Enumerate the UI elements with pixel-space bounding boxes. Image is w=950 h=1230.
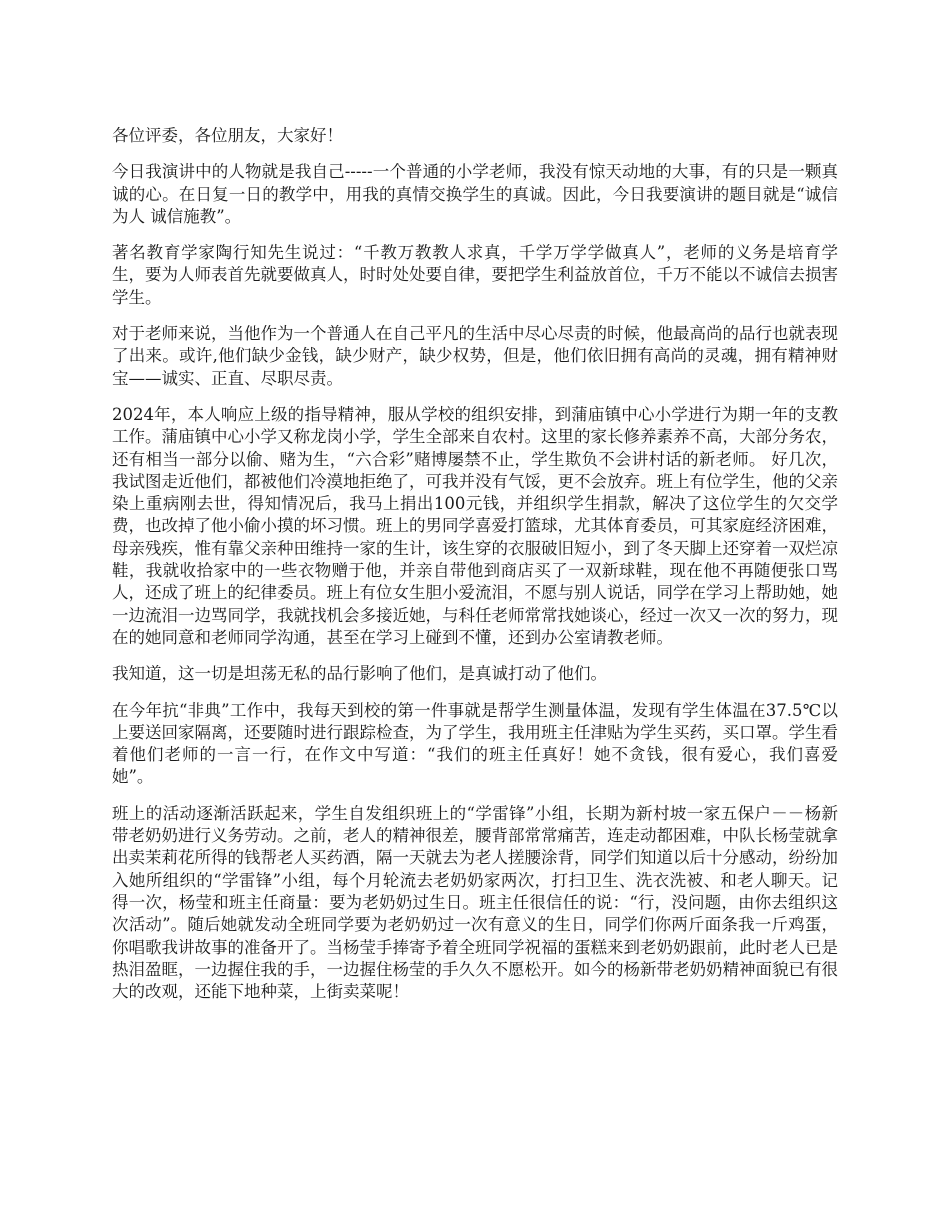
paragraph-teacher-character: 对于老师来说，当他作为一个普通人在自己平凡的生活中尽心尽责的时候，他最高尚的品行也就表现了出来。或许,他们缺少金钱，缺少财产，缺少权势，但是，他们依旧拥有高尚的灵魂，拥有精神财宝——诚实、正直、尽职尽责。 [112, 324, 838, 388]
paragraph-sars-work: 在今年抗“非典”工作中，我每天到校的第一件事就是帮学生测量体温，发现有学生体温在37.5℃以上要送回家隔离，还要随时进行跟踪检查，为了学生，我用班主任津贴为学生买药，买口罩。学生看着他们老师的一言一行，在作文中写道：“我们的班主任真好！她不贪钱，很有爱心，我们喜爱她”。 [112, 700, 838, 787]
paragraph-quote: 著名教育学家陶行知先生说过：“千教万教教人求真，千学万学学做真人”，老师的义务是培育学生，要为人师表首先就要做真人，时时处处要自律，要把学生利益放首位，千万不能以不诚信去损害学生。 [112, 243, 838, 307]
paragraph-class-activities: 班上的活动逐渐活跃起来，学生自发组织班上的“学雷锋”小组，长期为新村坡一家五保户－－杨新带老奶奶进行义务劳动。之前，老人的精神很差，腰背部常常痛苦，连走动都困难，中队长杨莹就拿出卖茉莉花所得的钱帮老人买药酒，隔一天就去为老人搓腰涂背，同学们知道以后十分感动，纷纷加入她所组织的“学雷锋”小组，每个月轮流去老奶奶家两次，打扫卫生、洗衣洗被、和老人聊天。记得一次，杨莹和班主任商量：要为老奶奶过生日。班主任很信任的说：“行，没问题，由你去组织这次活动”。随后她就发动全班同学要为老奶奶过一次有意义的生日，同学们你两斤面条我一斤鸡蛋，你唱歌我讲故事的准备开了。当杨莹手捧寄予着全班同学祝福的蛋糕来到老奶奶跟前，此时老人已是热泪盈眶，一边握住我的手，一边握住杨莹的手久久不愿松开。如今的杨新带老奶奶精神面貌已有很大的改观，还能下地种菜，上街卖菜呢！ [112, 803, 838, 1002]
paragraph-reflection: 我知道，这一切是坦荡无私的品行影响了他们，是真诚打动了他们。 [112, 664, 607, 684]
paragraph-teaching-story: 2024年，本人响应上级的指导精神，服从学校的组织安排，到蒲庙镇中心小学进行为期一年的支教工作。蒲庙镇中心小学又称龙岗小学，学生全部来自农村。这里的家长修养素养不高，大部分务农，还有相当一部分以偷、赌为生，“六合彩”赌博屡禁不止，学生欺负不会讲村话的新老师。 好几次，我试图走近他们，都被他们冷漠地拒绝了，可我并没有气馁，更不会放弃。班上有位学生，他的父亲染上重病刚去世，得知情况后，我马上捐出100元钱，并组织学生捐款，解决了这位学生的欠交学费，也改掉了他小偷小摸的坏习惯。班上的男同学喜爱打篮球，尤其体育委员，可其家庭经济困难，母亲残疾，惟有靠父亲种田维持一家的生计，该生穿的衣服破旧短小，到了冬天脚上还穿着一双烂凉鞋，我就收拾家中的一些衣物赠于他，并亲自带他到商店买了一双新球鞋，现在他不再随便张口骂人，还成了班上的纪律委员。班上有位女生胆小爱流泪，不愿与别人说话，同学在学习上帮助她，她一边流泪一边骂同学，我就找机会多接近她，与科任老师常常找她谈心，经过一次又一次的努力，现在的她同意和老师同学沟通，甚至在学习上碰到不懂，还到办公室请教老师。 [112, 404, 838, 647]
paragraph-greeting: 各位评委，各位朋友，大家好！ [112, 126, 343, 145]
paragraph-intro: 今日我演讲中的人物就是我自己-----一个普通的小学老师，我没有惊天动地的大事，有的只是一颗真诚的心。在日复一日的教学中，用我的真情交换学生的真诚。因此，今日我要演讲的题目就是“诚信为人 诚信施教”。 [112, 162, 838, 226]
document-body [112, 125, 838, 1017]
